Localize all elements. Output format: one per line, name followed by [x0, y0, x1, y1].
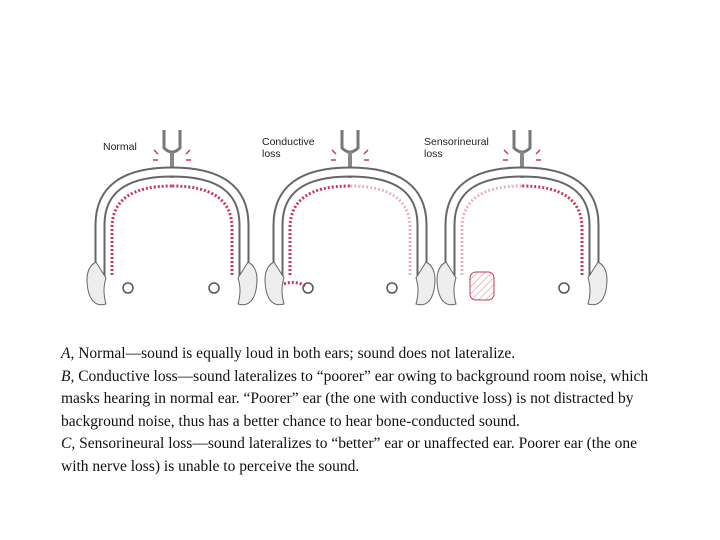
ear-left-icon	[265, 262, 313, 305]
caption-b	[61, 366, 661, 434]
ear-left-icon	[437, 262, 494, 305]
ear-right-icon	[209, 262, 257, 305]
headband	[100, 172, 244, 275]
caption-c	[61, 433, 661, 478]
caption-c-letter: C,	[61, 435, 76, 453]
panel-conductive	[262, 130, 435, 305]
ear-left-icon	[87, 262, 133, 305]
panel-conductive-label-2: loss	[262, 148, 281, 160]
ear-right-icon	[387, 262, 435, 305]
ear-right-icon	[559, 262, 607, 305]
sound-wave-right	[172, 186, 232, 275]
panel-conductive-label-1: Conductive	[262, 136, 315, 148]
caption-a-text: Normal—sound is equally loud in both ears; sound does not lateralize.	[74, 345, 516, 362]
caption-a	[61, 343, 661, 366]
panel-normal-label: Normal	[103, 141, 137, 153]
caption-c-text: Sensorineural loss—sound lateralizes to “better” ear or unaffected ear. Poorer ear (the one with nerve loss) is unable to perceive the sound.	[61, 435, 638, 475]
caption-b-letter: B,	[61, 367, 75, 385]
panel-sensorineural-label-2: loss	[424, 148, 443, 160]
panel-sensorineural-label-1: Sensorineural	[424, 136, 489, 148]
panel-sensorineural	[424, 130, 607, 305]
caption-a-letter: A,	[61, 345, 75, 362]
sound-wave-left	[112, 186, 172, 275]
panel-normal	[87, 130, 257, 305]
caption-b-text: Conductive loss—sound lateralizes to “poorer” ear owing to background room noise, which masks hearing in normal ear. “Poorer” ear (the one with conductive loss) is not distracted by background noise, thus has a better chance to hear bone-conducted sound.	[61, 367, 649, 430]
figure-caption	[61, 343, 661, 479]
